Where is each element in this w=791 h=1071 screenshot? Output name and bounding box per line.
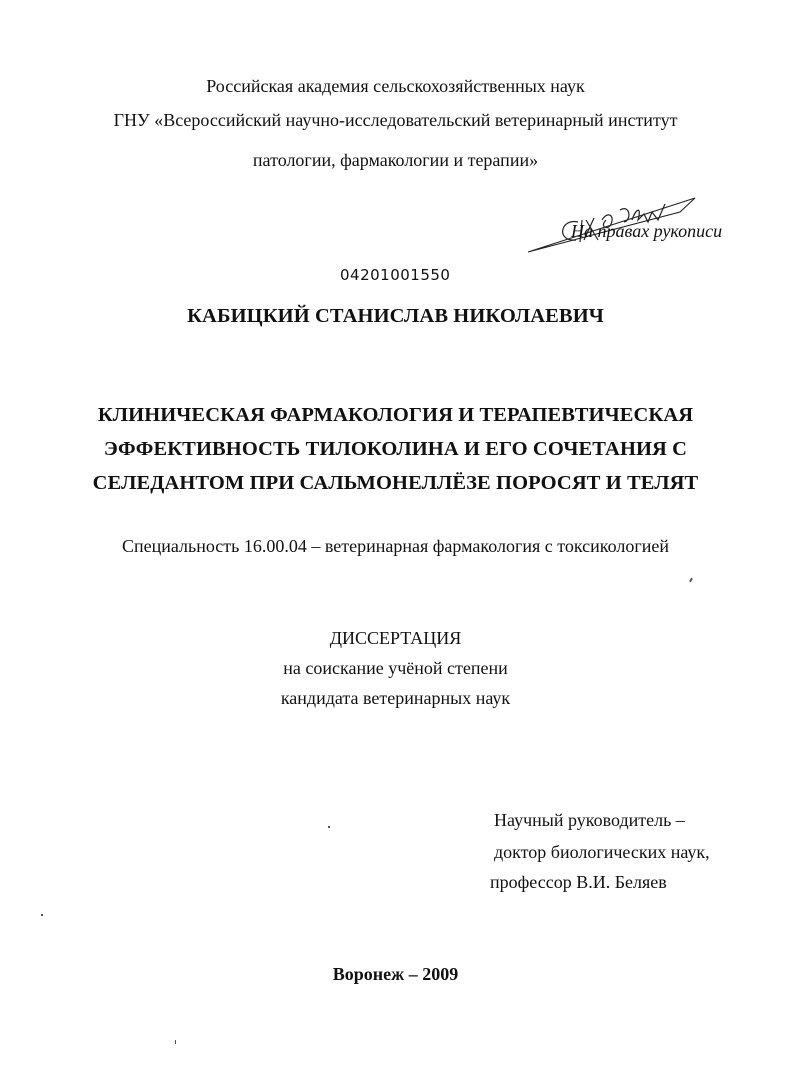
city-year: Воронеж – 2009 <box>332 964 459 984</box>
scan-speck <box>689 578 693 582</box>
degree-line: на соискание учёной степени <box>283 658 508 678</box>
scan-speck <box>175 1040 176 1044</box>
header-academy: Российская академия сельскохозяйственных наук <box>206 76 585 96</box>
registration-number: 04201001550 <box>340 266 451 284</box>
dissertation-title-line3: СЕЛЕДАНТОМ ПРИ САЛЬМОНЕЛЛЁЗЕ ПОРОСЯТ И ТЕЛЯТ <box>92 472 699 494</box>
dissertation-title-line2: ЭФФЕКТИВНОСТЬ ТИЛОКОЛИНА И ЕГО СОЧЕТАНИЯ С <box>103 438 688 460</box>
manuscript-note: На правах рукописи <box>571 221 723 241</box>
supervisor-label: Научный руководитель – <box>494 810 685 830</box>
scan-speck <box>328 826 330 828</box>
document-type: ДИССЕРТАЦИЯ <box>329 628 462 648</box>
author-name: КАБИЦКИЙ СТАНИСЛАВ НИКОЛАЕВИЧ <box>187 305 604 327</box>
scan-speck <box>41 914 43 916</box>
supervisor-name: профессор В.И. Беляев <box>490 872 667 892</box>
header-institute: ГНУ «Всероссийский научно-исследовательский ветеринарный институт <box>113 110 678 130</box>
supervisor-degree: доктор биологических наук, <box>494 842 710 862</box>
header-institute-cont: патологии, фармакологии и терапии» <box>252 150 539 170</box>
specialty: Специальность 16.00.04 – ветеринарная фармакология с токсикологией <box>121 536 670 556</box>
degree-candidate: кандидата ветеринарных наук <box>280 688 511 708</box>
dissertation-title-line1: КЛИНИЧЕСКАЯ ФАРМАКОЛОГИЯ И ТЕРАПЕВТИЧЕСКАЯ <box>97 404 694 426</box>
